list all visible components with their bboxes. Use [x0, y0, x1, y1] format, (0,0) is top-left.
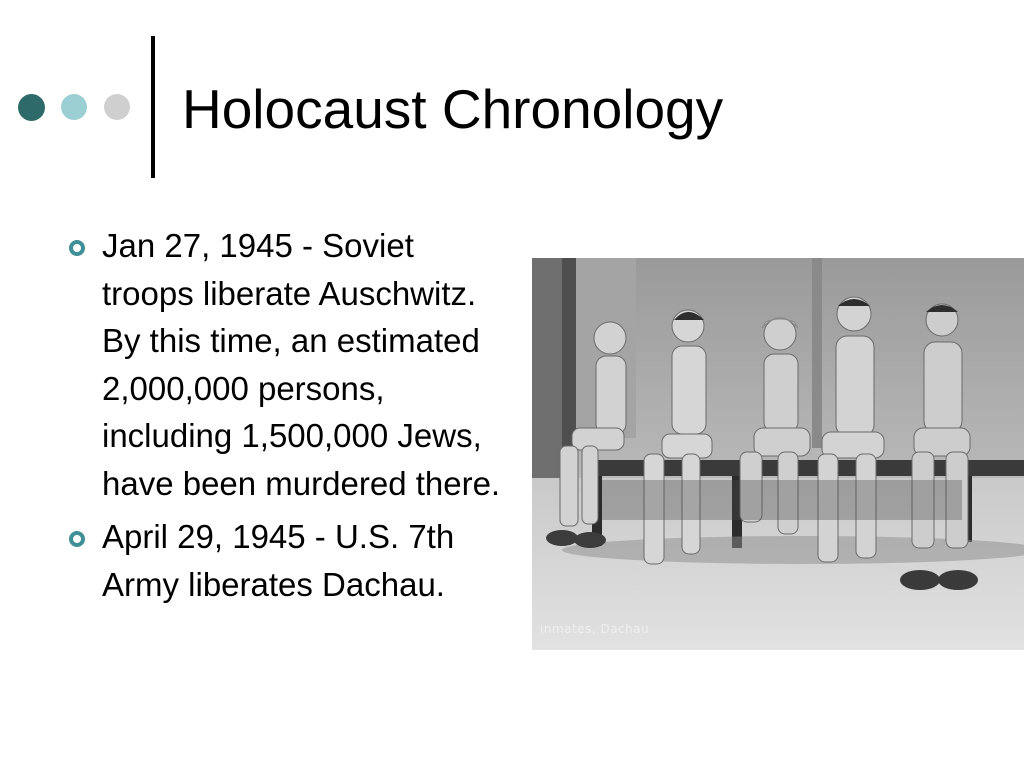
decor-dot-dark-icon: [18, 94, 45, 121]
bullet-item: [62, 222, 502, 507]
decor-dot-light-icon: [104, 94, 130, 120]
photo-caption: inmates, Dachau: [540, 622, 650, 636]
bullet-list: [62, 222, 502, 614]
bullet-item: [62, 513, 502, 608]
bullet-icon: [69, 240, 85, 256]
historical-photo: [532, 258, 1024, 650]
bullet-icon: [69, 531, 85, 547]
bullet-text: Jan 27, 1945 - Soviet troops liberate Auschwitz. By this time, an estimated 2,000,000 persons, including 1,500,000 Jews, have been murdered there.: [102, 227, 501, 502]
photo-illustration: [532, 258, 1024, 650]
title-decoration-dots: [0, 0, 150, 200]
title-divider: [151, 36, 155, 178]
bullet-text: April 29, 1945 - U.S. 7th Army liberates Dachau.: [102, 518, 455, 603]
slide-title: Holocaust Chronology: [182, 78, 724, 140]
decor-dot-mid-icon: [61, 94, 87, 120]
